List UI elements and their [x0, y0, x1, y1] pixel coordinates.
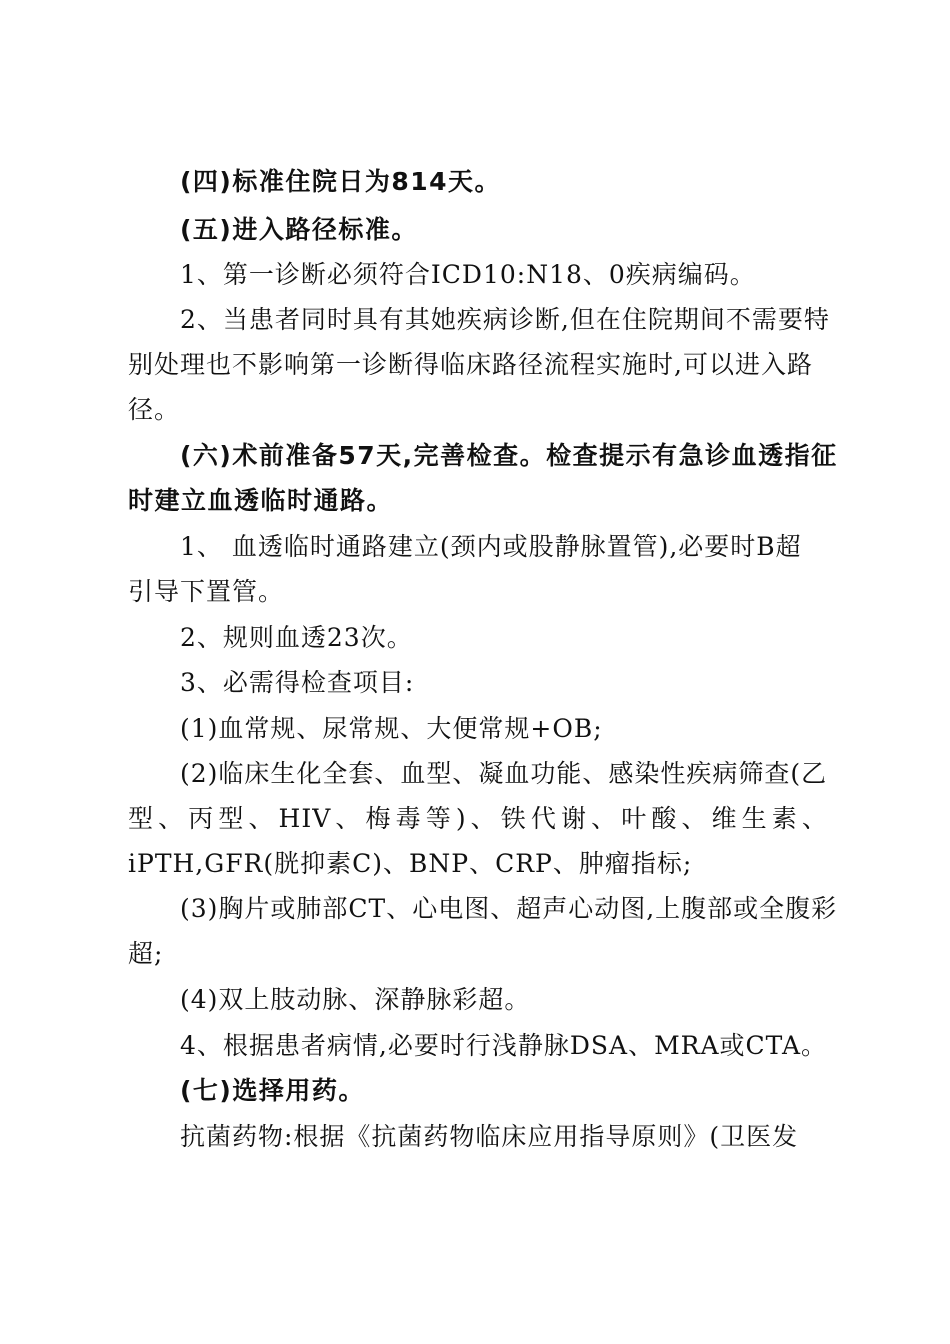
spread-word: 生	[741, 804, 768, 833]
spread-word: 梅	[365, 804, 392, 833]
spread-word: 谢	[561, 804, 588, 833]
spread-word: 、	[470, 804, 497, 833]
paragraph-line: 2、当患者同时具有其她疾病诊断,但在住院期间不需要特	[180, 305, 830, 334]
spread-word: 、	[248, 804, 275, 833]
paragraph-line: 引导下置管。	[128, 577, 285, 606]
paragraph-line: 3、必需得检查项目:	[180, 668, 415, 697]
list-item: (1)血常规、尿常规、大便常规+OB;	[180, 714, 603, 743]
paragraph-line: 2、规则血透23次。	[180, 623, 413, 652]
paragraph-line: 别处理也不影响第一诊断得临床路径流程实施时,可以进入路	[128, 350, 813, 379]
spread-word: )	[455, 804, 467, 833]
spread-word: 代	[530, 804, 557, 833]
spread-word: 毒	[395, 804, 422, 833]
section-heading-4: (四)标准住院日为814天。	[180, 167, 502, 196]
paragraph-line: iPTH,GFR(胱抑素C)、BNP、CRP、肿瘤指标;	[128, 849, 693, 878]
section-heading-6: (六)术前准备57天,完善检查。检查提示有急诊血透指征	[180, 441, 838, 470]
paragraph-line: 抗菌药物:根据《抗菌药物临床应用指导原则》(卫医发	[180, 1122, 799, 1151]
spread-word: 、	[335, 804, 362, 833]
spread-word: 、	[801, 804, 828, 833]
spread-word: 丙	[188, 804, 215, 833]
list-item: (3)胸片或肺部CT、心电图、超声心动图,上腹部或全腹彩	[180, 894, 838, 923]
spread-word: 铁	[500, 804, 527, 833]
paragraph-line: 1、第一诊断必须符合ICD10:N18、0疾病编码。	[180, 260, 756, 289]
list-item: (4)双上肢动脉、深静脉彩超。	[180, 985, 531, 1014]
spread-word: 维	[711, 804, 738, 833]
justified-line	[128, 803, 828, 835]
list-item: (2)临床生化全套、血型、凝血功能、感染性疾病筛查(乙	[180, 759, 828, 788]
spread-word: 、	[681, 804, 708, 833]
section-heading-5: (五)进入路径标准。	[180, 215, 418, 244]
paragraph-line: 4、根据患者病情,必要时行浅静脉DSA、MRA或CTA。	[180, 1031, 828, 1060]
spread-word: HIV	[278, 804, 332, 833]
paragraph-line: 超;	[128, 939, 164, 968]
spread-word: 等	[425, 804, 452, 833]
section-heading-6-cont: 时建立血透临时通路。	[128, 486, 394, 515]
section-heading-7: (七)选择用药。	[180, 1076, 365, 1105]
spread-word: 型	[128, 804, 155, 833]
spread-word: 、	[158, 804, 185, 833]
paragraph-line: 径。	[128, 395, 181, 424]
spread-word: 、	[591, 804, 618, 833]
paragraph-line: 1、 血透临时通路建立(颈内或股静脉置管),必要时B超	[180, 532, 802, 561]
spread-word: 型	[218, 804, 245, 833]
spread-word: 酸	[651, 804, 678, 833]
spread-word: 素	[771, 804, 798, 833]
spread-word: 叶	[621, 804, 648, 833]
